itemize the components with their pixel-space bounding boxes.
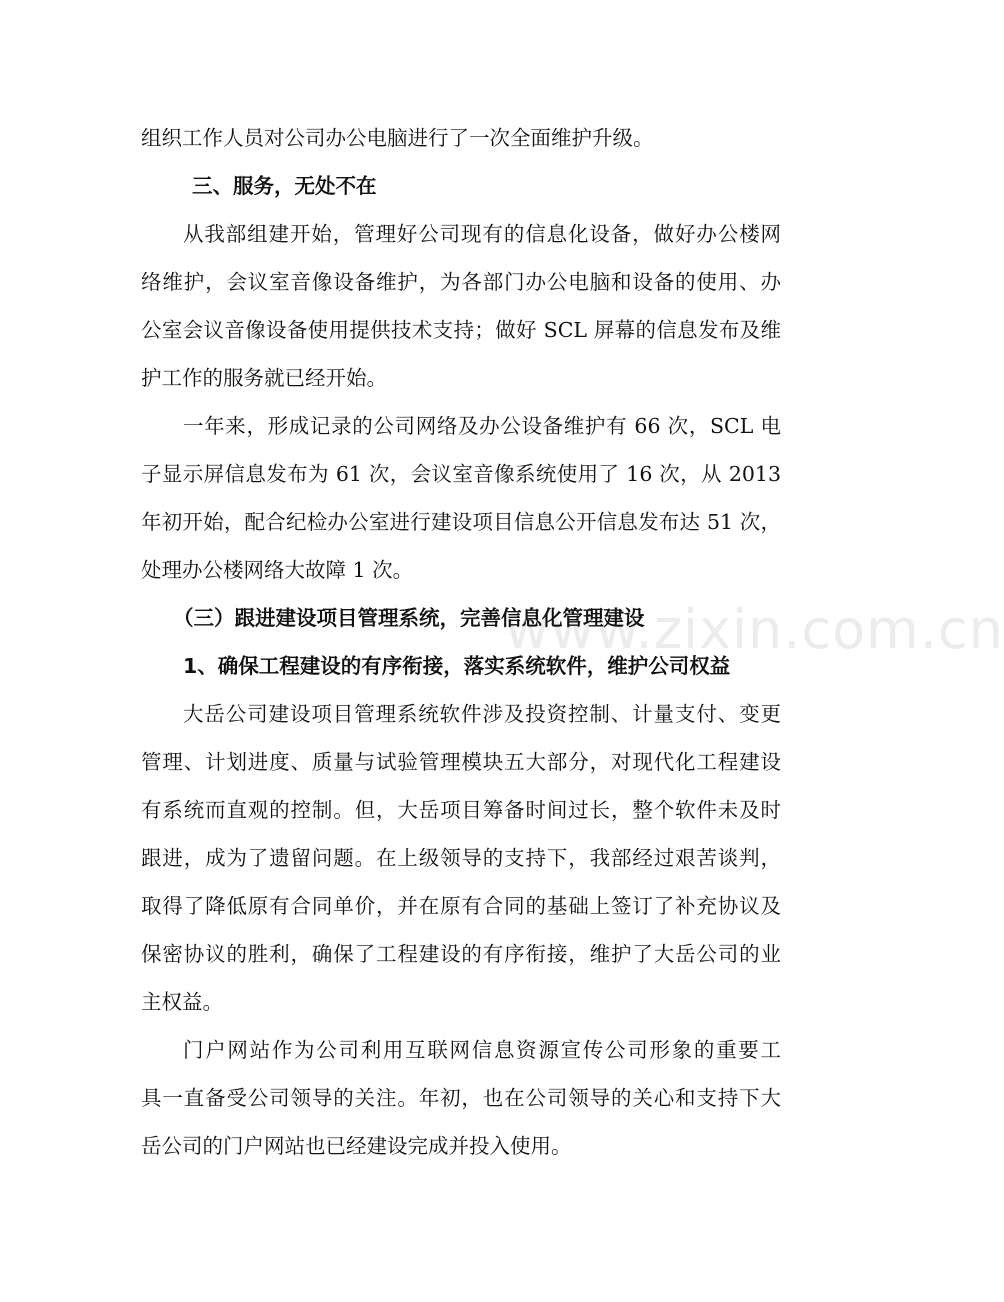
section-heading-3: （三）跟进建设项目管理系统，完善信息化管理建设 [173,606,645,630]
text-line: 门户网站作为公司利用互联网信息资源宣传公司形象的重要工 [183,1038,781,1062]
watermark: www.zixin.com.cn [505,598,1004,661]
text-line: 主权益。 [141,990,223,1014]
text-line: 管理、计划进度、质量与试验管理模块五大部分，对现代化工程建设 [141,750,781,774]
text-line: 有系统而直观的控制。但，大岳项目筹备时间过长，整个软件未及时 [141,798,781,822]
text-line: 子显示屏信息发布为 61 次，会议室音像系统使用了 16 次，从 2013 [141,462,781,486]
text-line: 络维护，会议室音像设备维护，为各部门办公电脑和设备的使用、办 [141,270,781,294]
text-line: 一年来，形成记录的公司网络及办公设备维护有 66 次，SCL 电 [183,414,781,438]
text-line: 组织工作人员对公司办公电脑进行了一次全面维护升级。 [141,126,654,150]
text-line: 公室会议音像设备使用提供技术支持；做好 SCL 屏幕的信息发布及维 [141,318,781,342]
text-line: 跟进，成为了遗留问题。在上级领导的支持下，我部经过艰苦谈判， [141,846,781,870]
text-line: 大岳公司建设项目管理系统软件涉及投资控制、计量支付、变更 [183,702,781,726]
subsection-heading-1: 1、确保工程建设的有序衔接，落实系统软件，维护公司权益 [183,654,731,678]
text-line: 取得了降低原有合同单价，并在原有合同的基础上签订了补充协议及 [141,894,781,918]
section-heading-service: 三、服务，无处不在 [192,174,377,198]
text-line: 具一直备受公司领导的关注。年初，也在公司领导的关心和支持下大 [141,1086,781,1110]
text-line: 护工作的服务就已经开始。 [141,366,387,390]
text-line: 处理办公楼网络大故障 1 次。 [141,558,414,582]
text-line: 从我部组建开始，管理好公司现有的信息化设备，做好办公楼网 [183,222,781,246]
text-line: 年初开始，配合纪检办公室进行建设项目信息公开信息发布达 51 次， [141,510,781,534]
text-line: 岳公司的门户网站也已经建设完成并投入使用。 [141,1134,572,1158]
text-line: 保密协议的胜利，确保了工程建设的有序衔接，维护了大岳公司的业 [141,942,781,966]
